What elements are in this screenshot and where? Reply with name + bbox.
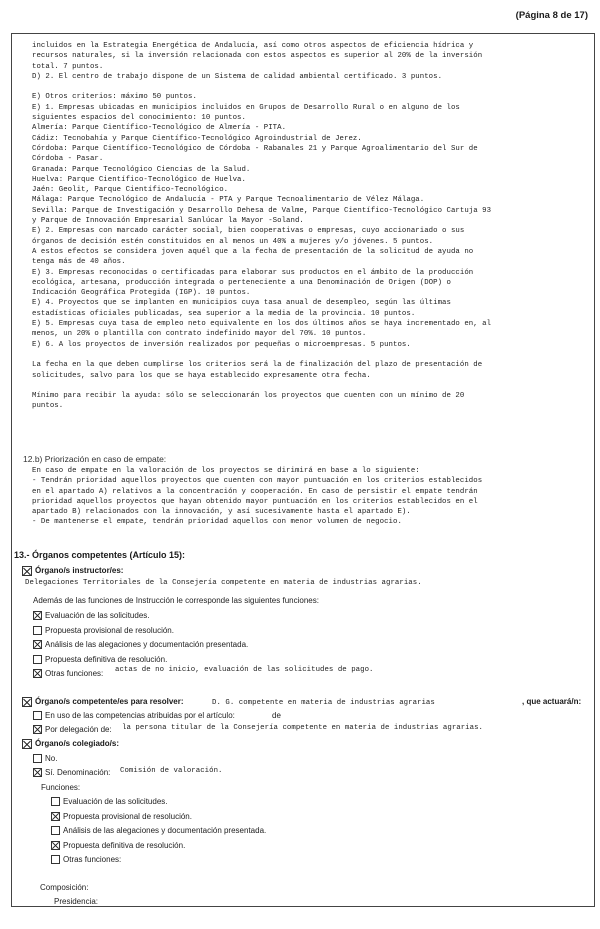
tiebreak-line: prioridad aquellos proyectos que hayan obtenido mayor puntuación en los criterios establecidos en el [32,497,478,506]
criteria-line: menos, un 20% o plantilla con contrato indefinido mayor del 70%. 10 puntos. [32,330,367,339]
resolver-label: Órgano/s competente/es para resolver: [35,697,184,706]
collegiate-function-checkbox[interactable] [51,855,60,864]
criteria-line: Sevilla: Parque de Investigación y Desarrollo Dehesa de Valme, Parque Científico-Tecnológico Cartuja 93 [32,206,492,215]
tiebreak-line: En caso de empate en la valoración de los proyectos se dirimirá en base a lo siguiente: [32,467,420,475]
criteria-line: A estos efectos se considera joven aquél que a la fecha de presentación de la solicitud de ayuda no [32,247,474,256]
instructor-function-checkbox[interactable] [33,655,42,664]
criteria-text [32,41,491,412]
tiebreak-line: apartado B) relacionados con la innovación, y así sucesivamente hasta el apartado E). [32,508,411,517]
composicion-label: Composición: [40,883,89,892]
no-label: No. [45,754,58,763]
criteria-line [32,350,491,360]
criteria-line: Córdoba - Pasar. [32,155,104,164]
instructor-label: Órgano/s instructor/es: [35,566,124,575]
criteria-line: solicitudes, salvo para los que se haya establecido expresamente otra fecha. [32,371,371,380]
criteria-line: recursos naturales, si la inversión relacionada con estos aspectos es superior al 20% de la inversión [32,52,483,61]
own-competences-de: de [272,711,281,720]
collegiate-function-checkbox[interactable] [51,841,60,850]
criteria-line: E) 2. Empresas con marcado carácter social, bien cooperativas o empresas, cuyo accionariado o sus [32,227,465,236]
collegiate-function-checkbox[interactable] [51,797,60,806]
criteria-line: Indicación Geográfica Protegida (IGP). 10 puntos. [32,289,251,298]
si-checkbox[interactable] [33,768,42,777]
tiebreak-heading: 12.b) Priorización en caso de empate: [23,454,167,464]
instructor-function-checkbox[interactable] [33,640,42,649]
criteria-line: E) 3. Empresas reconocidas o certificadas para elaborar sus productos en el ámbito de la producción [32,268,474,277]
si-label: Sí. Denominación: [45,768,111,777]
criteria-line: estadísticas oficiales publicadas, sea superior a la media de la provincia. 10 puntos. [32,309,416,318]
criteria-line: E) 1. Empresas ubicadas en municipios incluidos en Grupos de Desarrollo Rural o en alguno de los [32,103,460,112]
instructor-function-label: Evaluación de las solicitudes. [45,611,150,620]
criteria-line: incluidos en la Estrategia Energética de Andalucía, así como otros aspectos de eficiencia hídrica y [32,42,474,50]
criteria-line [32,82,491,92]
criteria-line: E) Otros criterios: máximo 50 puntos. [32,93,197,102]
collegiate-checkbox[interactable] [22,739,32,749]
si-value: Comisión de valoración. [120,767,223,775]
criteria-line: Mínimo para recibir la ayuda: sólo se seleccionarán los proyectos que cuenten con un mínimo de 20 [32,392,465,401]
delegation-value: la persona titular de la Consejería competente en materia de industrias agrarias. [122,724,484,732]
criteria-line: y Parque de Innovación Empresarial Sanlúcar la Mayor -Soland. [32,217,304,226]
criteria-line: Córdoba: Parque Científico-Tecnológico de Córdoba - Rabanales 21 y Parque Agroalimentario del Sur de [32,144,478,153]
funciones-label: Funciones: [41,783,81,792]
criteria-line [32,381,491,391]
delegation-checkbox[interactable] [33,725,42,734]
instructor-function-label: Análisis de las alegaciones y documentación presentada. [45,640,249,649]
criteria-line: Málaga: Parque Tecnológico de Andalucía - PTA y Parque Tecnoalimentario de Vélez Málaga. [32,196,425,205]
collegiate-function-label: Propuesta provisional de resolución. [63,811,192,821]
collegiate-function-label: Evaluación de las solicitudes. [63,797,168,806]
criteria-line: ecológica, artesana, producción integrada o perteneciente a una Denominación de Origen (DOP) o [32,278,451,287]
no-checkbox[interactable] [33,754,42,763]
criteria-line: puntos. [32,402,64,411]
criteria-line: siguientes espacios del conocimiento: 10 puntos. [32,114,246,123]
collegiate-function-checkbox[interactable] [51,826,60,835]
functions-intro: Además de las funciones de Instrucción le corresponde las siguientes funciones: [33,596,319,605]
own-competences-checkbox[interactable] [33,711,42,720]
section-13-heading: 13.- Órganos competentes (Artículo 15): [14,550,186,560]
criteria-line: E) 4. Proyectos que se implanten en municipios cuya tasa anual de desempleo, según las últimas [32,299,451,308]
criteria-line: D) 2. El centro de trabajo dispone de un Sistema de calidad ambiental certificado. 3 puntos. [32,72,443,81]
instructor-function-label: Otras funciones: [45,669,104,678]
tiebreak-line: - De mantenerse el empate, tendrán prioridad aquellos con menor volumen de negocio. [32,518,402,527]
criteria-line: Granada: Parque Tecnológico Ciencias de la Salud. [32,165,251,174]
criteria-line: tenga más de 40 años. [32,258,126,267]
instructor-function-checkbox[interactable] [33,626,42,635]
tiebreak-line: - Tendrán prioridad aquellos proyectos que cuenten con mayor puntuación en los criterios establecidos [32,477,483,486]
instructor-function-checkbox[interactable] [33,611,42,620]
criteria-line: La fecha en la que deben cumplirse los criterios será la de finalización del plazo de presentación de [32,361,483,370]
tiebreak-line: en el apartado A) relativos a la concentración y cooperación. En caso de persistir el empate tendrán [32,487,478,496]
criteria-line: órganos de decisión estén constituidos en al menos un 40% a mujeres y/o jóvenes. 5 puntos. [32,237,434,246]
tiebreak-text [32,466,482,528]
criteria-line: E) 5. Empresas cuya tasa de empleo neto equivalente en los dos últimos años se haya incrementado en, al [32,320,492,329]
instructor-checkbox[interactable] [22,566,32,576]
resolver-suffix: , que actuará/n: [522,697,582,706]
criteria-line: E) 6. A los proyectos de inversión realizados por pequeñas o microempresas. 5 puntos. [32,340,411,349]
instructor-function-label: Propuesta provisional de resolución. [45,625,174,635]
criteria-line: total. 7 puntos. [32,62,104,71]
instructor-function-label: Propuesta definitiva de resolución. [45,654,168,664]
delegation-label: Por delegación de: [45,725,112,734]
criteria-line: Huelva: Parque Científico-Tecnológico de Huelva. [32,175,246,184]
criteria-line: Cádiz: Tecnobahía y Parque Científico-Tecnológico Agroindustrial de Jerez. [32,134,362,143]
criteria-line: Almería: Parque Científico-Tecnológico de Almería - PITA. [32,124,287,133]
collegiate-function-label: Análisis de las alegaciones y documentación presentada. [63,826,267,835]
resolver-value: D. G. competente en materia de industrias agrarias [212,699,435,707]
presidencia-label: Presidencia: [54,897,99,906]
collegiate-label: Órgano/s colegiado/s: [35,739,120,748]
page-number: (Página 8 de 17) [515,10,588,21]
collegiate-function-checkbox[interactable] [51,812,60,821]
other-functions-value: actas de no inicio, evaluación de las solicitudes de pago. [115,666,374,674]
instructor-value: Delegaciones Territoriales de la Consejería competente en materia de industrias agrarias. [25,579,422,587]
collegiate-function-label: Propuesta definitiva de resolución. [63,840,186,850]
own-competences-label: En uso de las competencias atribuidas por el artículo: [45,711,235,720]
collegiate-function-label: Otras funciones: [63,855,122,864]
criteria-line: Jaén: Geolit, Parque Científico-Tecnológico. [32,186,229,195]
resolver-checkbox[interactable] [22,697,32,707]
instructor-function-checkbox[interactable] [33,669,42,678]
